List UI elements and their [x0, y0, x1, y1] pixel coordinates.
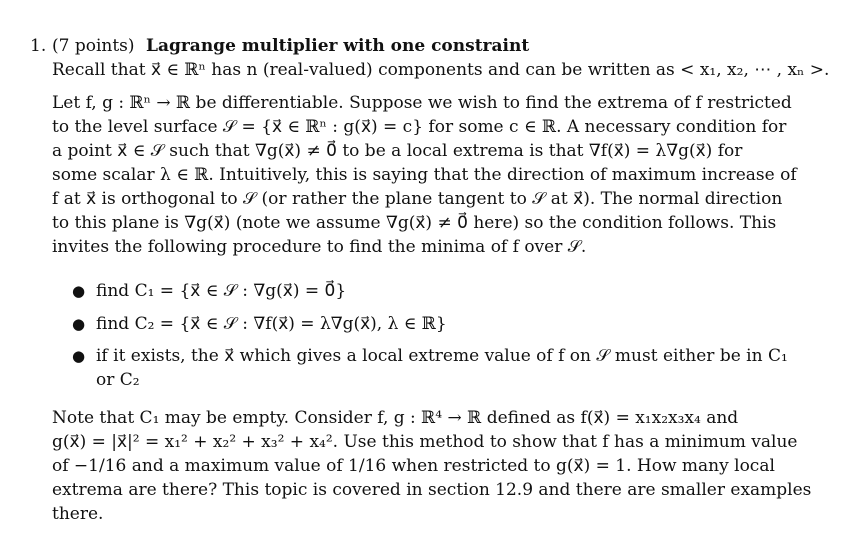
bullet-item: find C₂ = {x⃗ ∈ 𝒮 : ∇f(x⃗) = λ∇g(x⃗), λ ∈ ℝ} — [96, 314, 447, 334]
paragraph-2-line: to the level surface 𝒮 = {x⃗ ∈ ℝⁿ : g(x⃗) = c} for some c ∈ ℝ. A necessary condition for — [52, 117, 787, 137]
bullet-item: find C₁ = {x⃗ ∈ 𝒮 : ∇g(x⃗) = 0⃗} — [96, 281, 347, 301]
paragraph-1-line: Recall that x⃗ ∈ ℝⁿ has n (real-valued) components and can be written as < x₁, x₂, ⋯ , xₙ >. — [52, 60, 830, 80]
paragraph-3-line: g(x⃗) = |x⃗|² = x₁² + x₂² + x₃² + x₄². Use this method to show that f has a minimum value — [52, 432, 798, 452]
bullet-dot: ● — [72, 282, 86, 300]
bullet-item: if it exists, the x⃗ which gives a local extreme value of f on 𝒮 must either be in C₁ — [96, 346, 788, 366]
problem-number: 1. — [30, 36, 47, 56]
bullet-dot: ● — [72, 315, 86, 333]
problem-title: Lagrange multiplier with one constraint — [146, 36, 530, 56]
paragraph-2-line: some scalar λ ∈ ℝ. Intuitively, this is saying that the direction of maximum increase of — [52, 165, 797, 185]
paragraph-3-line: of −1/16 and a maximum value of 1/16 when restricted to g(x⃗) = 1. How many local — [52, 456, 775, 476]
problem-points: (7 points) — [52, 36, 135, 56]
bullet-item-continuation: or C₂ — [96, 370, 140, 390]
paragraph-2-line: a point x⃗ ∈ 𝒮 such that ∇g(x⃗) ≠ 0⃗ to be a local extrema is that ∇f(x⃗) = λ∇g(x⃗) for — [52, 141, 743, 161]
paragraph-3-line: extrema are there? This topic is covered in section 12.9 and there are smaller examples — [52, 480, 812, 500]
paragraph-2-line: invites the following procedure to find the minima of f over 𝒮. — [52, 237, 587, 257]
paragraph-2-line: Let f, g : ℝⁿ → ℝ be differentiable. Suppose we wish to find the extrema of f restricted — [52, 93, 792, 113]
paragraph-2-line: to this plane is ∇g(x⃗) (note we assume ∇g(x⃗) ≠ 0⃗ here) so the condition follows. This — [52, 213, 777, 233]
paragraph-2-line: f at x⃗ is orthogonal to 𝒮 (or rather the plane tangent to 𝒮 at x⃗). The normal direction — [52, 189, 783, 209]
paragraph-3-line: there. — [52, 504, 104, 524]
bullet-dot: ● — [72, 347, 86, 365]
paragraph-3-line: Note that C₁ may be empty. Consider f, g : ℝ⁴ → ℝ defined as f(x⃗) = x₁x₂x₃x₄ and — [52, 408, 739, 428]
